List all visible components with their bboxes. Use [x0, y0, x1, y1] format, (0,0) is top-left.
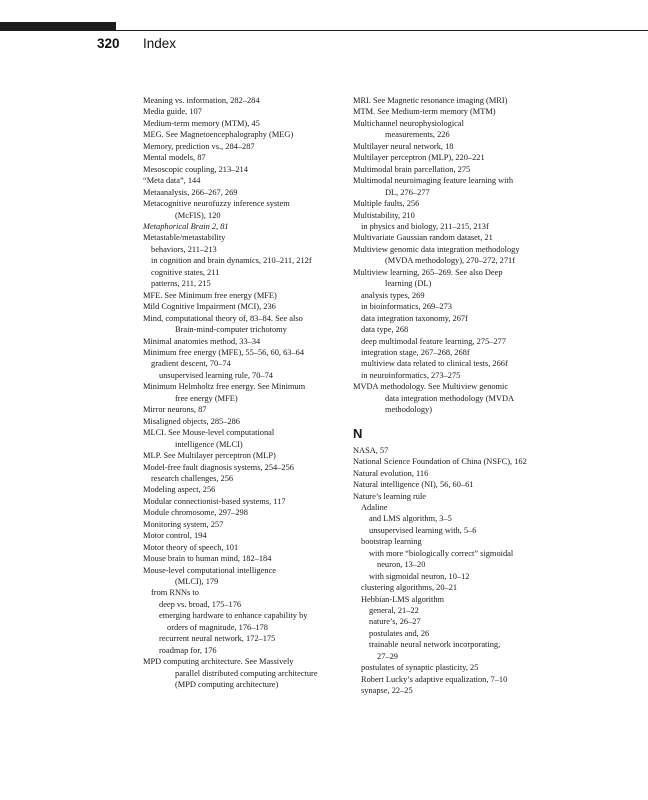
- index-entry: Mental models, 87: [143, 153, 206, 163]
- index-entry: neuron, 13–20: [377, 560, 426, 570]
- index-entry: (MPD computing architecture): [175, 680, 279, 690]
- index-entry: clustering algorithms, 20–21: [361, 583, 458, 593]
- index-entry: Multiple faults, 256: [353, 199, 420, 209]
- index-entry: roadmap for, 176: [159, 645, 217, 655]
- index-entry: deep vs. broad, 175–176: [159, 599, 242, 609]
- index-entry: trainable neural network incorporating,: [369, 640, 501, 650]
- index-entry: research challenges, 256: [151, 473, 234, 483]
- index-entry: (McFIS), 120: [175, 210, 221, 220]
- index-entry: Minimal anatomies method, 33–34: [143, 336, 261, 346]
- running-head: Index: [143, 36, 177, 51]
- index-entry: Multichannel neurophysiological: [353, 118, 464, 128]
- index-entry: Nature’s learning rule: [353, 491, 427, 501]
- index-entry: unsupervised learning with, 5–6: [369, 525, 477, 535]
- index-entry: bootstrap learning: [361, 537, 422, 547]
- index-entry: Brain-mind-computer trichotomy: [175, 325, 287, 335]
- index-entry: from RNNs to: [151, 588, 199, 598]
- index-entry: Model-free fault diagnosis systems, 254–256: [143, 462, 294, 472]
- index-entry: Mouse-level computational intelligence: [143, 565, 277, 575]
- index-entry: MRI. See Magnetic resonance imaging (MRI): [353, 96, 508, 105]
- index-entry: Metaanalysis, 266–267, 269: [143, 187, 238, 197]
- index-entry: with more “biologically correct” sigmoidal: [369, 548, 514, 558]
- index-entry: MPD computing architecture. See Massively: [143, 657, 294, 667]
- index-entry: and LMS algorithm, 3–5: [369, 514, 452, 524]
- index-entry: Module chromosome, 297–298: [143, 508, 248, 518]
- index-entry: Multivariate Gaussian random dataset, 21: [353, 233, 493, 243]
- index-entry: gradient descent, 70–74: [151, 359, 231, 369]
- index-entry: data type, 268: [361, 325, 409, 335]
- index-entry: Mirror neurons, 87: [143, 405, 207, 415]
- index-entry: cognitive states, 211: [151, 267, 220, 277]
- index-entry: Metacognitive neurofuzzy inference system: [143, 199, 290, 209]
- index-entry: parallel distributed computing architecture: [175, 668, 318, 678]
- index-entry: 27–29: [377, 651, 398, 661]
- index-entry: Memory, prediction vs., 284–287: [143, 141, 255, 151]
- index-entry: Multimodal neuroimaging feature learning with: [353, 176, 514, 186]
- page-number: 320: [97, 36, 120, 51]
- index-entry: orders of magnitude, 176–178: [167, 622, 268, 632]
- index-entry: patterns, 211, 215: [151, 279, 211, 289]
- index-entry: Misaligned objects, 285–286: [143, 416, 240, 426]
- index-entry: with sigmoidal neuron, 10–12: [369, 571, 470, 581]
- index-entry: learning (DL): [385, 279, 432, 289]
- index-entry: intelligence (MLCI): [175, 439, 243, 449]
- index-entry: recurrent neural network, 172–175: [159, 634, 276, 644]
- index-entry: in neuroinformatics, 273–275: [361, 370, 461, 380]
- index-entry: unsupervised learning rule, 70–74: [159, 370, 273, 380]
- index-entry: Metaphorical Brain 2, 81: [143, 221, 229, 231]
- index-entry: in cognition and brain dynamics, 210–211, 212f: [151, 256, 312, 266]
- index-entry: measurements, 226: [385, 130, 450, 140]
- index-entry: multiview data related to clinical tests, 266f: [361, 359, 508, 369]
- index-entry: Metastable/metastability: [143, 233, 226, 243]
- index-entry: Minimum Helmholtz free energy. See Minimum: [143, 382, 306, 392]
- index-entry: Multiview genomic data integration methodology: [353, 244, 520, 254]
- index-entry: Multistability, 210: [353, 210, 415, 220]
- index-entry: Mesoscopic coupling, 213–214: [143, 164, 248, 174]
- index-entry: deep multimodal feature learning, 275–277: [361, 336, 506, 346]
- index-entry: Natural intelligence (NI), 56, 60–61: [353, 480, 474, 490]
- index-entry: MVDA methodology. See Multiview genomic: [353, 382, 509, 392]
- index-entry: (MLCI), 179: [175, 577, 219, 587]
- index-entry: Modeling aspect, 256: [143, 485, 216, 495]
- header-bar: [0, 22, 116, 31]
- index-entry: Motor control, 194: [143, 531, 207, 541]
- index-entry: Minimum free energy (MFE), 55–56, 60, 63–64: [143, 347, 305, 357]
- index-entry: MTM. See Medium-term memory (MTM): [353, 107, 496, 117]
- index-entry: Mind, computational theory of, 83–84. See also: [143, 313, 303, 323]
- header-rule: [116, 30, 648, 31]
- index-entry: postulates and, 26: [369, 628, 430, 638]
- index-entry: Mild Cognitive Impairment (MCI), 236: [143, 302, 276, 312]
- index-entry: synapse, 22–25: [361, 686, 413, 696]
- index-entry: Modular connectionist-based systems, 117: [143, 496, 286, 506]
- index-group-n: [353, 445, 568, 697]
- index-entry: Hebbian-LMS algorithm: [361, 594, 445, 604]
- index-entry: data integration methodology (MVDA: [385, 393, 515, 403]
- index-entry: integration stage, 267–268, 268f: [361, 347, 470, 357]
- index-entry: MEG. See Magnetoencephalography (MEG): [143, 130, 294, 140]
- index-entry: emerging hardware to enhance capability by: [159, 611, 308, 621]
- index-entry: Natural evolution, 116: [353, 468, 429, 478]
- index-entry: Mouse brain to human mind, 182–184: [143, 554, 272, 564]
- index-entry: Monitoring system, 257: [143, 519, 224, 529]
- index-entry: MFE. See Minimum free energy (MFE): [143, 290, 277, 300]
- index-entry: Meaning vs. information, 282–284: [143, 96, 260, 105]
- index-entry: “Meta data”, 144: [143, 176, 201, 186]
- index-entry: MLCI. See Mouse-level computational: [143, 428, 275, 438]
- index-group-m: [353, 95, 568, 416]
- index-entry: data integration taxonomy, 267f: [361, 313, 468, 323]
- section-letter-n: N: [353, 425, 363, 441]
- index-column-left: [143, 95, 338, 691]
- index-entry: National Science Foundation of China (NSFC), 162: [353, 457, 527, 467]
- index-entry: Medium-term memory (MTM), 45: [143, 118, 260, 128]
- index-entry: Media guide, 107: [143, 107, 202, 117]
- index-entry: methodology): [385, 405, 432, 415]
- index-entry: general, 21–22: [369, 606, 419, 616]
- index-entry: postulates of synaptic plasticity, 25: [361, 663, 479, 673]
- index-entry: (MVDA methodology), 270–272, 271f: [385, 256, 516, 266]
- index-entry: nature’s, 26–27: [369, 617, 421, 627]
- index-entry: Multilayer perceptron (MLP), 220–221: [353, 153, 485, 163]
- index-entry: DL, 276–277: [385, 187, 430, 197]
- index-entry: in bioinformatics, 269–273: [361, 302, 452, 312]
- index-entry: Robert Lucky’s adaptive equalization, 7–10: [361, 674, 508, 684]
- index-entry: Multiview learning, 265–269. See also Deep: [353, 267, 503, 277]
- index-column-right: [353, 95, 568, 697]
- index-entry: analysis types, 269: [361, 290, 425, 300]
- index-entry: Multilayer neural network, 18: [353, 141, 454, 151]
- index-entry: Adaline: [361, 502, 388, 512]
- index-entry: NASA, 57: [353, 445, 389, 455]
- index-entry: behaviors, 211–213: [151, 244, 217, 254]
- index-entry: in physics and biology, 211–215, 213f: [361, 221, 489, 231]
- index-entry: Multimodal brain parcellation, 275: [353, 164, 471, 174]
- index-entry: free energy (MFE): [175, 393, 238, 403]
- index-entry: MLP. See Multilayer perceptron (MLP): [143, 451, 276, 461]
- index-entry: Motor theory of speech, 101: [143, 542, 239, 552]
